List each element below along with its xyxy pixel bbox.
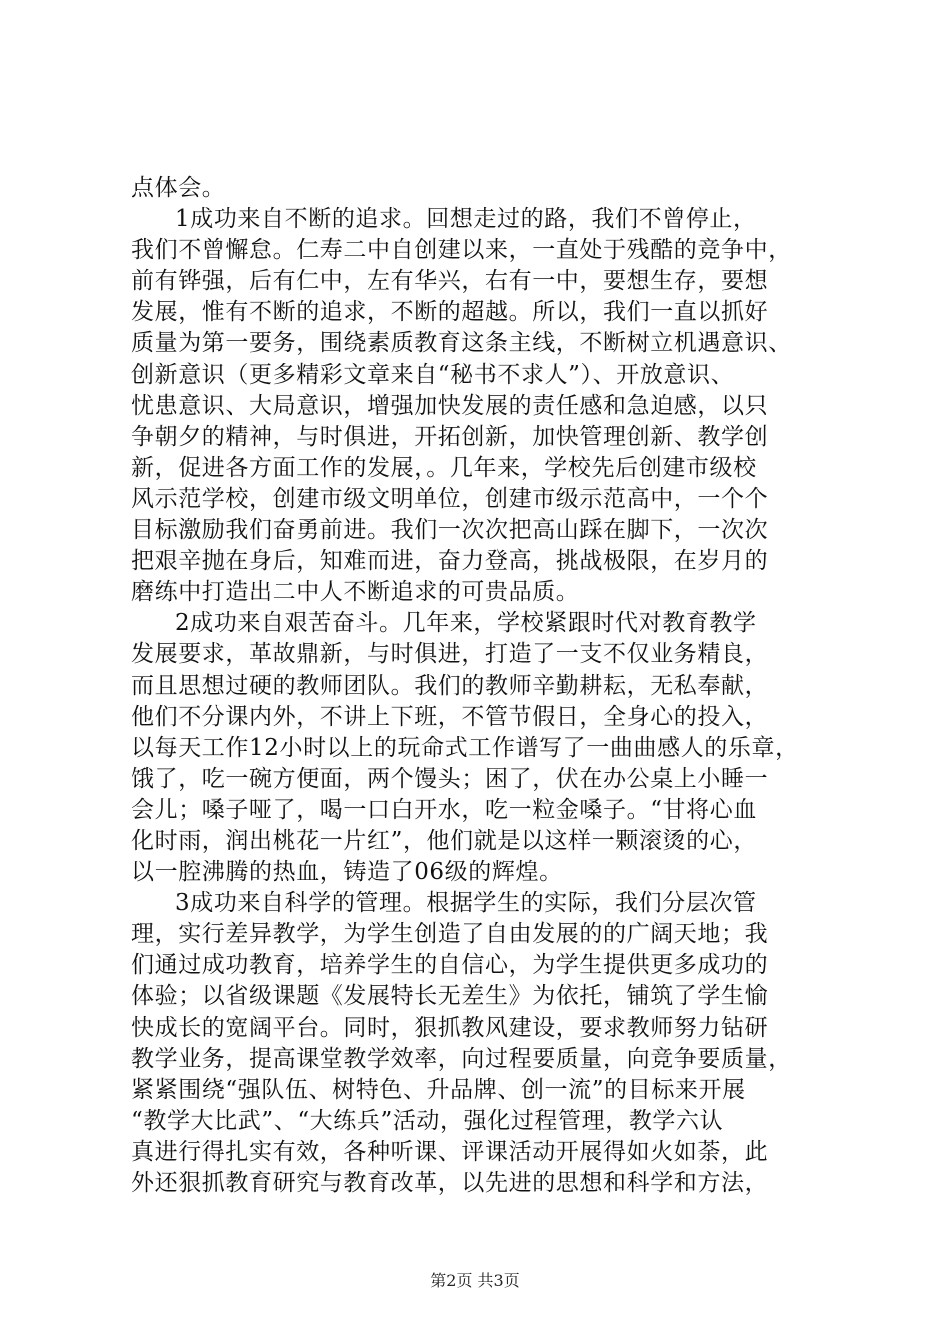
paragraph-3-start: 3成功来自科学的管理。根据学生的实际，我们分层次管 xyxy=(175,890,757,917)
text-line: 真进行得扎实有效，各种听课、评课活动开展得如火如荼，此 xyxy=(131,1138,769,1165)
text-line: 化时雨，润出桃花一片红”，他们就是以这样一颗滚烫的心， xyxy=(131,827,757,854)
text-line: 新，促进各方面工作的发展，。几年来，学校先后创建市级校 xyxy=(131,454,757,481)
text-line: 前有铧强，后有仁中，左有华兴，右有一中，要想生存，要想 xyxy=(131,268,769,295)
text-line: 饿了，吃一碗方便面，两个馒头；困了，伏在办公桌上小睡一 xyxy=(131,765,769,792)
body-text xyxy=(131,173,831,1199)
text-line: 质量为第一要务，围绕素质教育这条主线，不断树立机遇意识、 xyxy=(131,330,792,357)
text-line: 发展，惟有不断的追求，不断的超越。所以，我们一直以抓好 xyxy=(131,299,769,326)
text-line: 创新意识（更多精彩文章来自“秘书不求人”）、开放意识、 xyxy=(131,361,735,388)
text-line: 理，实行差异教学，为学生创造了自由发展的的广阔天地；我 xyxy=(131,921,769,948)
text-line: 以一腔沸腾的热血，铸造了06级的辉煌。 xyxy=(131,859,563,886)
text-line: 而且思想过硬的教师团队。我们的教师辛勤耕耘，无私奉献， xyxy=(131,672,769,699)
text-line: 忧患意识、大局意识，增强加快发展的责任感和急迫感，以只 xyxy=(131,392,769,419)
text-line: 磨练中打造出二中人不断追求的可贵品质。 xyxy=(131,579,580,606)
paragraph-1-start: 1成功来自不断的追求。回想走过的路，我们不曾停止， xyxy=(175,206,757,233)
text-line: 他们不分课内外，不讲上下班，不管节假日，全身心的投入， xyxy=(131,703,769,730)
text-line: 点体会。 xyxy=(131,175,226,201)
text-line: 以每天工作12小时以上的玩命式工作谱写了一曲曲感人的乐章， xyxy=(131,734,799,761)
text-line: 紧紧围绕“强队伍、树特色、升品牌、创一流”的目标来开展 xyxy=(131,1076,746,1103)
text-line: 快成长的宽阔平台。同时，狠抓教风建设，要求教师努力钻研 xyxy=(131,1014,769,1041)
text-line: 们通过成功教育，培养学生的自信心，为学生提供更多成功的 xyxy=(131,952,769,979)
text-line: 把艰辛抛在身后，知难而进，奋力登高，挑战极限，在岁月的 xyxy=(131,548,769,575)
text-line: 风示范学校，创建市级文明单位，创建市级示范高中，一个个 xyxy=(131,485,769,512)
text-line: 会儿；嗓子哑了，喝一口白开水，吃一粒金嗓子。“甘将心血 xyxy=(131,796,757,823)
text-line: 我们不曾懈怠。仁寿二中自创建以来，一直处于残酷的竞争中， xyxy=(131,237,792,264)
paragraph-2-start: 2成功来自艰苦奋斗。几年来，学校紧跟时代对教育教学 xyxy=(175,610,757,637)
text-line: “教学大比武”、“大练兵”活动，强化过程管理，教学六认 xyxy=(131,1107,724,1134)
text-line: 目标激励我们奋勇前进。我们一次次把高山踩在脚下，一次次 xyxy=(131,517,769,544)
page-number-footer: 第2页 共3页 xyxy=(430,1271,520,1290)
text-line: 体验；以省级课题《发展特长无差生》为依托，铺筑了学生愉 xyxy=(131,983,769,1010)
text-line: 教学业务，提高课堂教学效率，向过程要质量，向竞争要质量， xyxy=(131,1045,792,1072)
text-line: 争朝夕的精神，与时俱进，开拓创新，加快管理创新、教学创 xyxy=(131,423,769,450)
text-line: 发展要求，革故鼎新，与时俱进，打造了一支不仅业务精良， xyxy=(131,641,769,668)
text-line: 外还狠抓教育研究与教育改革，以先进的思想和科学和方法， xyxy=(131,1170,769,1196)
